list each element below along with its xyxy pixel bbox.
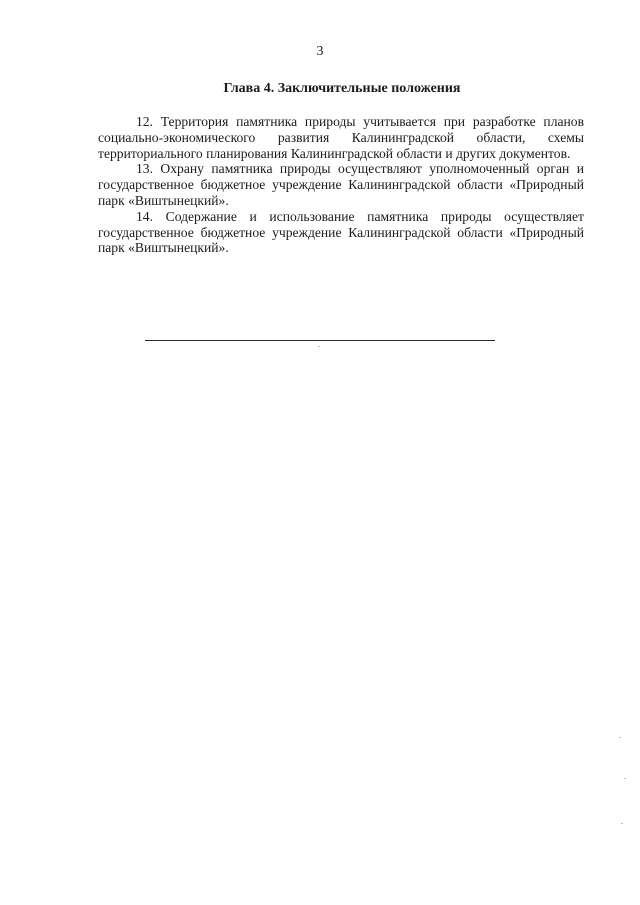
scan-speck	[619, 737, 621, 738]
closing-separator-line	[145, 340, 495, 341]
chapter-title: Глава 4. Заключительные положения	[223, 81, 461, 96]
scan-speck	[318, 346, 320, 347]
paragraph-12: 12. Территория памятника природы учитывается при разработке планов социально-экономического развития Калининградской области, схемы территориального планирования Калининградской области и других документов.	[98, 114, 584, 161]
page-number: 3	[316, 44, 324, 59]
scan-speck	[621, 823, 623, 824]
chapter-body	[98, 114, 584, 256]
paragraph-13: 13. Охрану памятника природы осуществляют уполномоченный орган и государственное бюджетное учреждение Калининградской области «Природный парк «Виштынецкий».	[98, 161, 584, 208]
scan-speck	[624, 778, 626, 779]
paragraph-14: 14. Содержание и использование памятника природы осуществляет государственное бюджетное учреждение Калининградской области «Природный парк «Виштынецкий».	[98, 208, 584, 256]
